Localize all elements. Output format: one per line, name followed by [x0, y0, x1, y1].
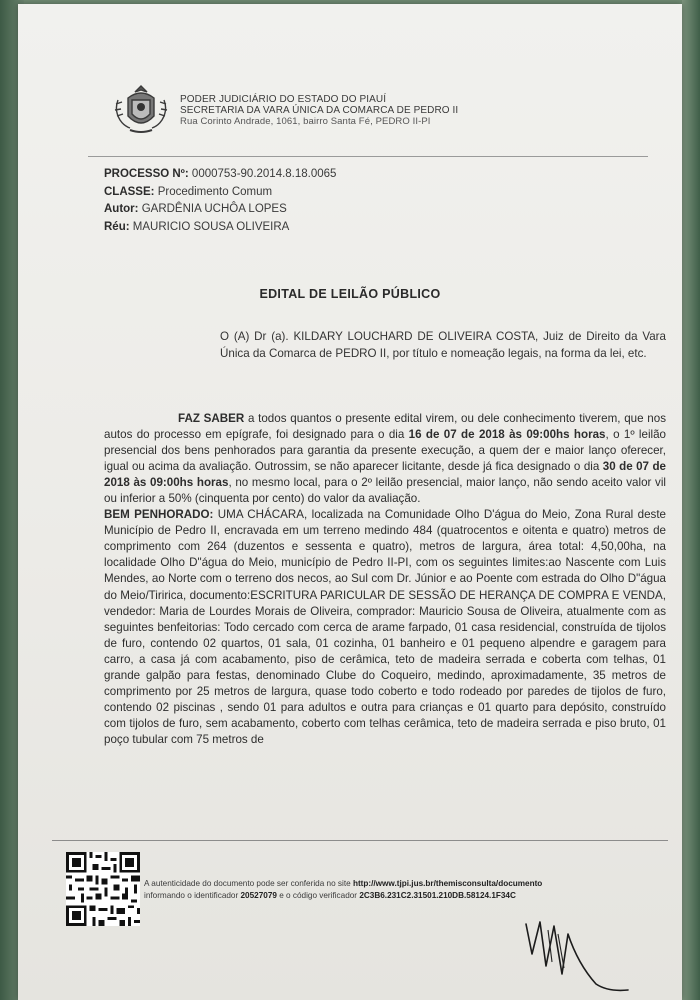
first-auction-date: 16 de 07 de 2018 às 09:00hs horas [408, 428, 606, 442]
auction-paragraph: FAZ SABER a todos quantos o presente edital virem, ou dele conhecimento tiverem, que nos autos do processo em epígrafe, foi designado para o dia 16 de 07 de 2018 às 09:00hs horas, o 1º leilão presencial dos bens penhorados para garantia da presente execução, a quem der e maior lanço oferecer, igual ou acima da avaliação. Outrossim, se não aparecer licitante, desde já fica designado o dia 30 de 07 de 2018 às 09:00hs horas, no mesmo local, para o 2º leilão presencial, maior lanço, não sendo aceito valor vil ou inferior a 50% (cinquenta por cento) do valor da avaliação. [104, 412, 666, 506]
letterhead-text [180, 94, 458, 127]
verification-url[interactable]: http://www.tjpi.jus.br/themisconsulta/documento [352, 879, 543, 888]
header-divider [88, 156, 648, 157]
qr-code-icon [66, 852, 140, 926]
letterhead [110, 80, 590, 140]
process-number: 0000753-90.2014.8.18.0065 [191, 168, 337, 180]
process-number-row: PROCESSO Nº: 0000753-90.2014.8.18.0065 [104, 168, 337, 180]
class-row: CLASSE: Procedimento Comum [104, 185, 273, 198]
coat-of-arms-icon [110, 80, 172, 136]
seized-property-label: BEM PENHORADO: [104, 508, 214, 522]
seized-property-description: UMA CHÁCARA, localizada na Comunidade Olho D'água do Meio, Zona Rural deste Município de Pedro II, encravada em um terreno medindo 484 (quatrocentos e oitenta e quatro) metros de comprimento com 264 (duzentos e sessenta e quatro), metros de largura, área total: 4,50,00ha, na localidade Olho D"água do Meio, município de Pedro II-PI, com os seguintes limites:ao Nascente com Luis Mendes, ao Norte com o terreno dos necos, ao Sul com Dr. Júnior e ao Poente com estrada do Olho D"água do Meio/Tiririca, documento:ESCRITURA PARICULAR DE SESSÃO DE HERANÇA DE COMPRA E VENDA, vendedor: Maria de Lourdes Morais de Oliveira, comprador: Mauricio Sousa de Oliveira, atualmente com as seguintes benfeitorias: Todo cercado com cerca de arame farpado, 01 casa residencial, construída de tijolos de furo, contendo 02 quartos, 01 sala, 01 cozinha, 01 banheiro e 01 pequeno alpendre e garagem para carro, a casa já com acabamento, piso de cerâmica, teto de madeira serrada e coberta com telhas, 01 grande galpão para festas, denominado Clube do Coqueiro, medindo, aproximadamente, 35 metros de comprimento por 25 metros de largura, quase todo coberto e todo rodeado por paredes de tijolos de furo, contendo 02 piscinas , sendo 01 para adultos e outra para crianças e 01 quarto para depósito, construído com tijolos de furo, sem acabamento, coberto com telhas cerâmica, teto de madeira serrada e piso bruto, 01 poço tubular com 75 metros de [104, 508, 666, 746]
faz-saber: FAZ SABER [178, 412, 245, 425]
defendant-name: MAURICIO SOUSA OLIVEIRA [132, 220, 290, 233]
court-address: Rua Corinto Andrade, 1061, bairro Santa Fé, PEDRO II-PI [180, 116, 431, 127]
author-name: GARDÊNIA UCHÔA LOPES [141, 203, 287, 215]
handwritten-signature-icon [518, 904, 658, 994]
authenticity-notice [144, 878, 684, 901]
seized-property-paragraph [104, 507, 666, 748]
case-details [104, 166, 336, 236]
document-identifier: 20527079 [240, 890, 277, 900]
case-class: Procedimento Comum [157, 185, 273, 198]
author-row: Autor: GARDÊNIA UCHÔA LOPES [104, 203, 287, 215]
defendant-row: Réu: MAURICIO SOUSA OLIVEIRA [104, 220, 290, 233]
court-name: PODER JUDICIÁRIO DO ESTADO DO PIAUÍ [180, 94, 387, 105]
verification-code: 2C3B6.231C2.31501.210DB.58124.1F34C [359, 890, 516, 900]
document-title: EDITAL DE LEILÃO PÚBLICO [259, 287, 441, 301]
authenticity-line-1: A autenticidade do documento pode ser conferida no site http://www.tjpi.jus.br/themisconsulta/documento [144, 879, 543, 888]
intro-paragraph: O (A) Dr (a). KILDARY LOUCHARD DE OLIVEIRA COSTA, Juiz de Direito da Vara Única da Comarca de PEDRO II, por título e nomeação legais, na forma da lei, etc. [220, 330, 666, 360]
second-auction-date: 30 de 07 de 2018 às 09:00hs horas [104, 460, 666, 490]
authenticity-line-2: informando o identificador 20527079 e o código verificador 2C3B6.231C2.31501.210DB.58124.1F34C [144, 890, 516, 900]
background-right [682, 0, 700, 1000]
footer-divider [52, 840, 668, 841]
edict-body [104, 411, 666, 748]
secretariat-name: SECRETARIA DA VARA ÚNICA DA COMARCA DE PEDRO II [180, 105, 459, 116]
document-page [18, 4, 682, 1000]
